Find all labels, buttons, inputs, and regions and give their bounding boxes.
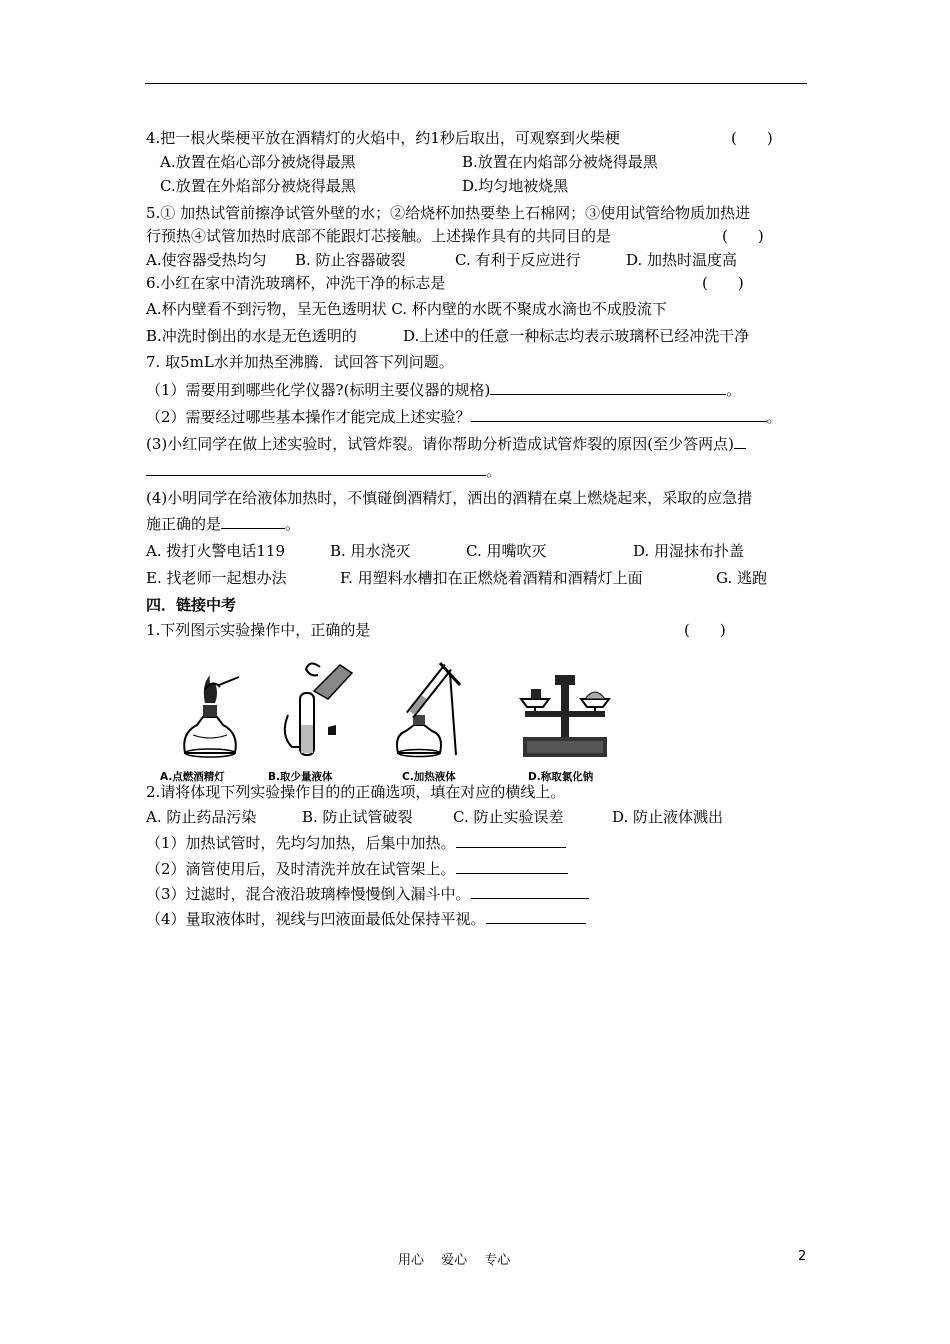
- q7-sub1-end: 。: [726, 381, 742, 399]
- q5-option-d: D. 加热时温度高: [626, 251, 738, 269]
- s4-q1-answer-paren: ( ): [684, 621, 726, 639]
- q7-sub4-text: 施正确的是: [146, 515, 222, 533]
- q4-option-b: B.放置在内焰部分被烧得最黑: [462, 153, 658, 171]
- s4-q2-option-a: A. 防止药品污染: [146, 808, 257, 826]
- s4-q2-stem: 2.请将体现下列实验操作目的的正确选项，填在对应的横线上。: [146, 783, 566, 801]
- q7-sub3-cont: [146, 461, 501, 481]
- s4-q2-sub4: [146, 909, 586, 929]
- header-rule: [145, 83, 807, 84]
- q6-option-a-c: A.杯内壁看不到污物，呈无色透明状 C. 杯内壁的水既不聚成水滴也不成股流下: [146, 300, 667, 318]
- q7-sub1-text: （1）需要用到哪些化学仪器?(标明主要仪器的规格): [146, 381, 491, 399]
- q7-sub3-text: (3)小红同学在做上述实验时，试管炸裂。请你帮助分析造成试管炸裂的原因(至少答两点): [146, 435, 734, 453]
- q7-sub4-answer-line[interactable]: [221, 514, 285, 529]
- figure-d-caption: D.称取氯化钠: [528, 771, 594, 783]
- q5-stem-line1: 5.① 加热试管前擦净试管外壁的水；②给烧杯加热要垫上石棉网；③使用试管给物质加热进: [146, 204, 751, 222]
- figure-b-pour-icon: [270, 655, 360, 765]
- figure-d-balance-icon: [515, 655, 615, 765]
- q4-option-c: C.放置在外焰部分被烧得最黑: [160, 177, 356, 195]
- q5-answer-paren: ( ): [722, 227, 764, 245]
- figure-a-caption: A.点燃酒精灯: [160, 771, 225, 783]
- s4-q2-sub2: [146, 859, 568, 879]
- s4-q2-sub3-answer-line[interactable]: [471, 884, 589, 899]
- q7-option-c: C. 用嘴吹灭: [466, 542, 547, 560]
- q5-option-a: A.使容器受热均匀: [146, 251, 267, 269]
- q7-sub2-text: （2）需要经过哪些基本操作才能完成上述实验？: [146, 408, 471, 426]
- q4-option-d: D.均匀地被烧黑: [462, 177, 569, 195]
- q7-sub3-answer-line-start[interactable]: [734, 434, 746, 449]
- q7-sub4-line1: (4)小明同学在给液体加热时，不慎碰倒酒精灯，洒出的酒精在桌上燃烧起来，采取的应急措: [146, 489, 753, 507]
- s4-q2-sub4-text: （4）量取液体时，视线与凹液面最低处保持平视。: [146, 910, 486, 928]
- q6-option-b: B.冲洗时倒出的水是无色透明的: [146, 327, 357, 345]
- s4-q2-sub1-text: （1）加热试管时，先均匀加热，后集中加热。: [146, 834, 456, 852]
- figure-a-lamp-icon: [175, 655, 245, 765]
- figure-c-caption: C.加热液体: [402, 771, 456, 783]
- q7-option-g: G. 逃跑: [716, 569, 767, 587]
- section-heading: 四．链接中考: [146, 596, 237, 614]
- q4-answer-paren: ( ): [731, 129, 773, 147]
- s4-q2-sub3-text: （3）过滤时，混合液沿玻璃棒慢慢倒入漏斗中。: [146, 885, 471, 903]
- experiment-figures: [160, 655, 630, 785]
- s4-q2-option-b: B. 防止试管破裂: [302, 808, 413, 826]
- q7-sub2: [146, 407, 782, 427]
- s4-q2-sub1-answer-line[interactable]: [456, 833, 566, 848]
- q7-stem: 7. 取5mL水并加热至沸腾．试回答下列问题。: [146, 353, 454, 371]
- q7-sub3-end: 。: [486, 462, 502, 480]
- s4-q2-sub2-text: （2）滴管使用后，及时清洗并放在试管架上。: [146, 860, 456, 878]
- s4-q2-sub1: [146, 833, 566, 853]
- q7-option-a: A. 拨打火警电话119: [146, 542, 285, 560]
- q7-sub3: [146, 434, 746, 454]
- s4-q2-sub3: [146, 884, 589, 904]
- q7-option-e: E. 找老师一起想办法: [146, 569, 287, 587]
- q7-sub1: [146, 380, 741, 400]
- q7-option-f: F. 用塑料水槽扣在正燃烧着酒精和酒精灯上面: [340, 569, 643, 587]
- s4-q2-option-d: D. 防止液体溅出: [612, 808, 724, 826]
- q5-option-c: C. 有利于反应进行: [455, 251, 581, 269]
- q7-sub2-end: 。: [766, 408, 782, 426]
- s4-q1-stem: 1.下列图示实验操作中，正确的是: [146, 621, 371, 639]
- s4-q2-sub4-answer-line[interactable]: [486, 909, 586, 924]
- q6-answer-paren: ( ): [702, 274, 744, 292]
- s4-q2-sub2-answer-line[interactable]: [456, 859, 568, 874]
- figure-b-caption: B.取少量液体: [268, 771, 333, 783]
- q6-stem: 6.小红在家中清洗玻璃杯，冲洗干净的标志是: [146, 274, 446, 292]
- q7-sub1-answer-line[interactable]: [490, 380, 726, 395]
- q7-option-d: D. 用湿抹布扑盖: [633, 542, 745, 560]
- q7-sub4-line2: [146, 514, 300, 534]
- q7-sub3-answer-line[interactable]: [146, 461, 486, 476]
- q6-option-d: D.上述中的任意一种标志均表示玻璃杯已经冲洗干净: [403, 327, 750, 345]
- q4-stem: 4.把一根火柴梗平放在酒精灯的火焰中，约1秒后取出，可观察到火柴梗: [146, 129, 620, 147]
- figure-c-heat-icon: [390, 655, 470, 765]
- q4-option-a: A.放置在焰心部分被烧得最黑: [160, 153, 356, 171]
- q5-option-b: B. 防止容器破裂: [295, 251, 406, 269]
- q7-option-b: B. 用水浇灭: [330, 542, 411, 560]
- q5-stem-line2: 行预热④试管加热时底部不能跟灯芯接触。上述操作具有的共同目的是: [146, 227, 612, 245]
- q7-sub2-answer-line[interactable]: [471, 407, 767, 422]
- s4-q2-option-c: C. 防止实验误差: [453, 808, 564, 826]
- q7-sub4-end: 。: [285, 515, 301, 533]
- page-number: 2: [798, 1249, 807, 1264]
- footer-motto: 用心 爱心 专心: [398, 1253, 511, 1268]
